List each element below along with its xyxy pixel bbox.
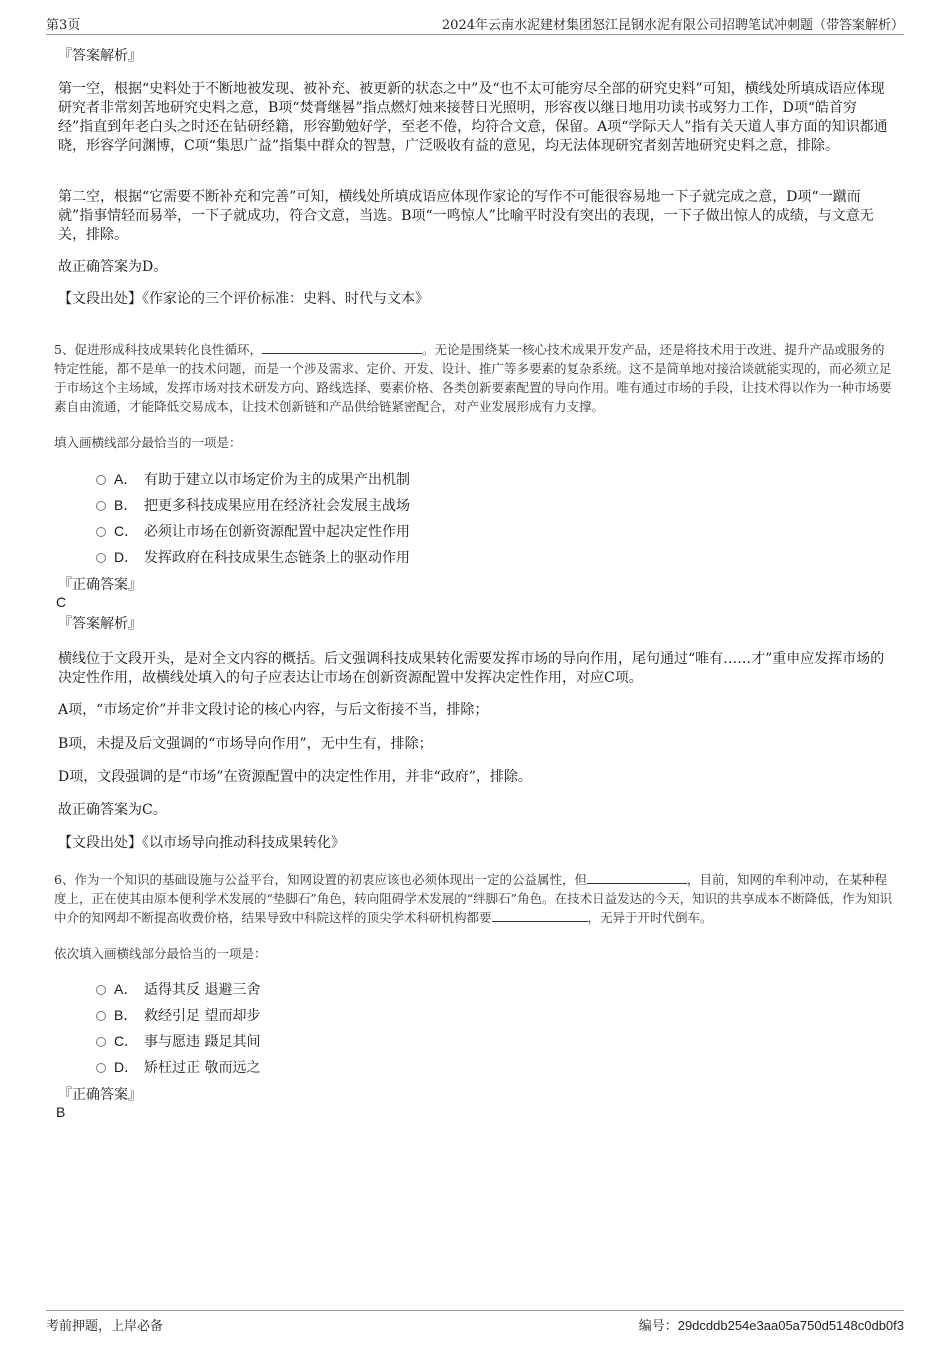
q4-conclusion: 故正确答案为D。 <box>58 259 168 275</box>
q5-stem <box>54 340 894 416</box>
q6-stem <box>54 870 894 927</box>
page-header <box>46 14 904 35</box>
q6-stem-part-c: ，无异于开时代倒车。 <box>587 910 713 925</box>
footer-notice: 考前押题，上岸必备 <box>46 1319 164 1334</box>
q5-option-d[interactable] <box>96 547 410 568</box>
option-key: B． <box>114 1007 138 1023</box>
page-footer <box>46 1310 904 1335</box>
document-title: 2024年云南水泥建材集团怒江昆钢水泥有限公司招聘笔试冲刺题（带答案解析） <box>441 18 904 33</box>
q6-stem-part-b: ，目前，知网的牟利冲动，在某种程度上，正在使其由原本便利学术发展的“垫脚石”角色，转向阻碍学术发展的“绊脚石”角色。在技术日益发达的今天，知识的共享成本不断降低，作为知识中介的知网却不断提高收费价格，结果导致中科院这样的顶尖学术科研机构都要 <box>54 872 893 925</box>
q4-analysis-label: 『答案解析』 <box>58 48 142 64</box>
radio-icon[interactable] <box>96 1063 106 1073</box>
option-key: D． <box>114 549 139 565</box>
q5-analysis-para1: 横线位于文段开头，是对全文内容的概括。后文强调科技成果转化需要发挥市场的导向作用，尾句通过“唯有……才”重申应发挥市场的决定性作用，故横线处填入的句子应表达让市场在创新资源配置中发挥决定性作用，对应C项。 <box>58 651 885 686</box>
footer-serial <box>639 1315 904 1334</box>
q6-option-b[interactable] <box>96 1005 260 1026</box>
radio-icon[interactable] <box>96 501 106 511</box>
q5-analysis-para5: 故正确答案为C。 <box>58 802 167 818</box>
option-text: 发挥政府在科技成果生态链条上的驱动作用 <box>144 550 410 566</box>
q6-answer-label: 『正确答案』 <box>58 1087 142 1103</box>
q6-option-c[interactable] <box>96 1031 260 1052</box>
radio-icon[interactable] <box>96 553 106 563</box>
radio-icon[interactable] <box>96 527 106 537</box>
q6-blank-1 <box>587 871 687 884</box>
q5-option-c[interactable] <box>96 521 410 542</box>
serial-label: 编号： <box>638 1319 678 1334</box>
option-key: A． <box>114 471 138 487</box>
q6-blank-2 <box>492 909 588 922</box>
q6-prompt: 依次填入画横线部分最恰当的一项是： <box>54 946 267 961</box>
radio-icon[interactable] <box>96 1037 106 1047</box>
option-key: D． <box>114 1059 139 1075</box>
q6-option-d[interactable] <box>96 1057 260 1078</box>
option-key: B． <box>114 497 138 513</box>
q5-analysis-para2: A项，“市场定价”并非文段讨论的核心内容，与后文衔接不当，排除； <box>58 702 489 718</box>
q5-analysis-label: 『答案解析』 <box>58 616 142 632</box>
q5-analysis-para4: D项，文段强调的是“市场”在资源配置中的决定性作用，并非“政府”，排除。 <box>58 769 532 785</box>
option-text: 有助于建立以市场定价为主的成果产出机制 <box>144 472 410 488</box>
radio-icon[interactable] <box>96 1011 106 1021</box>
option-key: C． <box>114 523 139 539</box>
q5-blank <box>262 341 422 354</box>
q5-stem-prefix: 5、促进形成科技成果转化良性循环， <box>54 342 262 357</box>
radio-icon[interactable] <box>96 475 106 485</box>
q6-stem-part-a: 6、作为一个知识的基础设施与公益平台，知网设置的初衷应该也必须体现出一定的公益属性，但 <box>54 872 587 887</box>
q5-option-a[interactable] <box>96 469 410 490</box>
q5-answer: C <box>56 594 67 610</box>
q6-option-a[interactable] <box>96 979 260 1000</box>
q5-answer-label: 『正确答案』 <box>58 577 142 593</box>
radio-icon[interactable] <box>96 985 106 995</box>
page-number: 第3页 <box>46 18 81 33</box>
q4-source: 【文段出处】《作家论的三个评价标准：史料、时代与文本》 <box>58 291 429 307</box>
q5-stem-body: 。无论是围绕某一核心技术成果开发产品，还是将技术用于改进、提升产品或服务的特定性能，都不是单一的技术问题，而是一个涉及需求、定价、开发、设计、推广等多要素的复杂系统。这不是简单地对接洽谈就能实现的，而必须立足于市场这个主场域，发挥市场对技术研发方向、路线选择、要素价格、各类创新要素配置的导向作用。唯有通过市场的手段，让技术得以作为一种市场要素自由流通，才能降低交易成本，让技术创新链和产品供给链紧密配合，对产业发展形成有力支撑。 <box>54 342 892 414</box>
option-text: 把更多科技成果应用在经济社会发展主战场 <box>144 498 410 514</box>
option-text: 必须让市场在创新资源配置中起决定性作用 <box>144 524 410 540</box>
q4-analysis-para2: 第二空，根据“它需要不断补充和完善”可知，横线处所填成语应体现作家论的写作不可能很容易地一下子就完成之意，D项“一蹴而就”指事情轻而易举，一下子就成功，符合文意，当选。B项“一鸣惊人”比喻平时没有突出的表现，一下子做出惊人的成绩，与文意无关，排除。 <box>58 189 874 243</box>
q6-answer: B <box>56 1104 66 1120</box>
option-text: 救经引足 望而却步 <box>144 1008 261 1024</box>
serial-code: 29dcddb254e3aa05a750d5148c0db0f3 <box>677 1318 904 1333</box>
option-text: 事与愿违 蹑足其间 <box>144 1034 261 1050</box>
option-key: C． <box>114 1033 139 1049</box>
q4-analysis-para1: 第一空，根据“史料处于不断地被发现、被补充、被更新的状态之中”及“也不太可能穷尽全部的研究史料”可知，横线处所填成语应体现研究者非常刻苦地研究史料之意，B项“焚膏继晷”指点燃灯烛来接替日光照明，形容夜以继日地用功读书或努力工作，D项“皓首穷经”指直到年老白头之时还在钻研经籍，形容勤勉好学，至老不倦，均符合文意，保留。A项“学际天人”指有关天道人事方面的知识都通晓，形容学问渊博，C项“集思广益”指集中群众的智慧，广泛吸收有益的意见，均无法体现研究者刻苦地研究史料之意，排除。 <box>58 81 888 154</box>
q5-source: 【文段出处】《以市场导向推动科技成果转化》 <box>58 835 345 851</box>
q5-option-b[interactable] <box>96 495 410 516</box>
option-text: 适得其反 退避三舍 <box>144 982 261 998</box>
option-key: A． <box>114 981 138 997</box>
q5-prompt: 填入画横线部分最恰当的一项是： <box>54 435 242 450</box>
q5-analysis-para3: B项，未提及后文强调的“市场导向作用”，无中生有，排除； <box>58 736 433 752</box>
option-text: 矫枉过正 敬而远之 <box>144 1060 261 1076</box>
